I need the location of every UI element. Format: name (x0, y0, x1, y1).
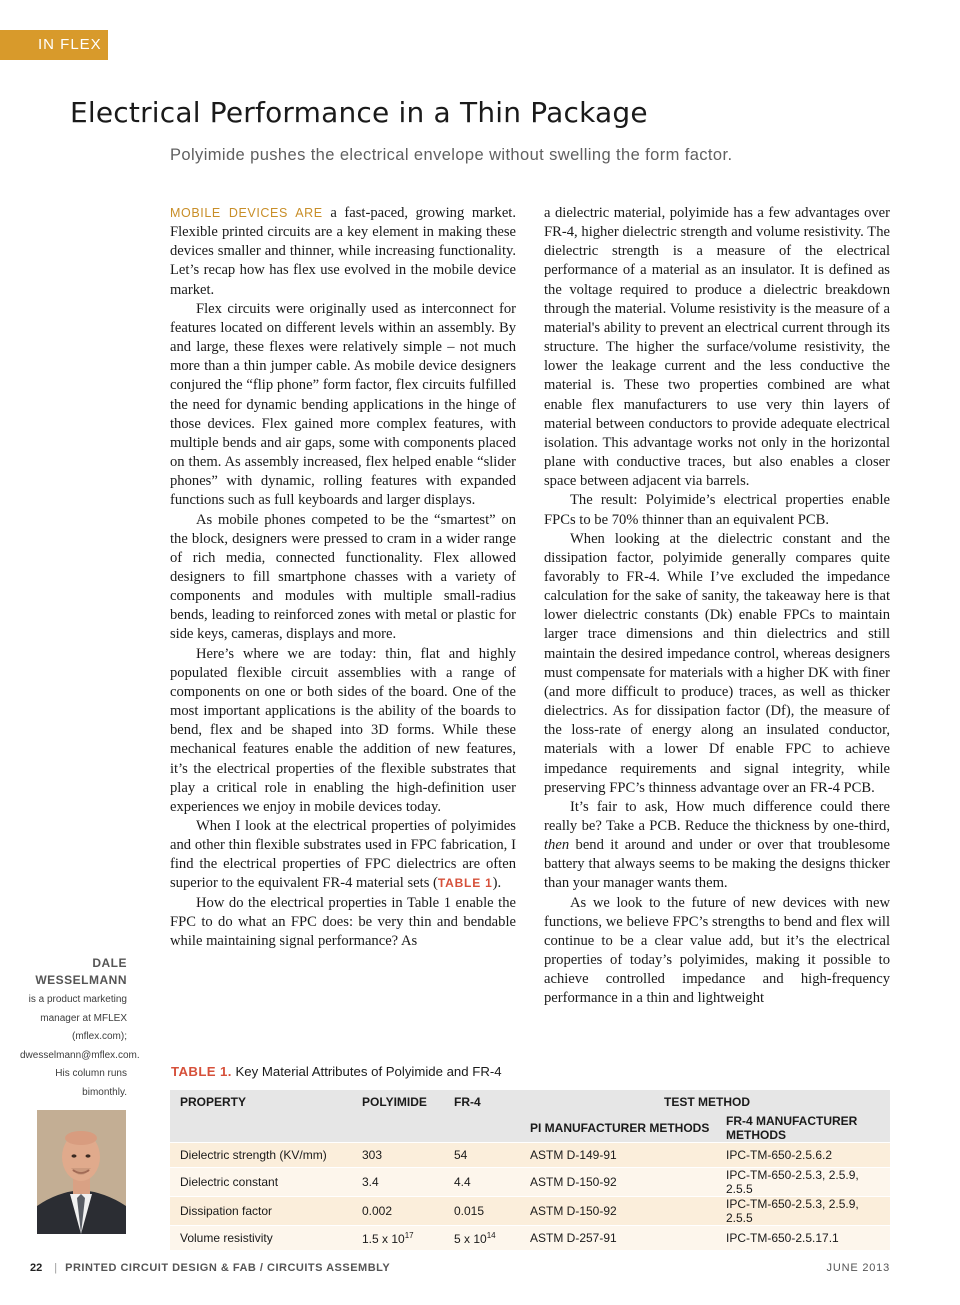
table-row (170, 1143, 890, 1168)
body-paragraph (170, 204, 516, 300)
table-caption: Key Material Attributes of Polyimide and FR-4 (231, 1064, 502, 1079)
body-paragraph: When looking at the dielectric constant and the dissipation factor, polyimide generally compares quite favorably to FR-4. While I’ve excluded the impedance calculation for the sake of sanity, the takeaway here is that lower dielectric constants (Dk) enable FPCs to maintain larger trace dimensions and thin dielectrics and still maintain the desired impedance control, whereas designers must compensate for materials with a higher DK with finer (and more difficult to produce) traces, as well as thicker dielectrics. As for dissipation factor (Df), the measure of the loss-rate of energy along an insulated conductor, materials with a lower Df enable FPC to achieve impedance requirements and signal integrity, while preserving FPC’s thinness advantage over an FR-4 PCB. (544, 530, 890, 796)
table-header-row (170, 1090, 890, 1114)
body-column-2 (544, 204, 890, 1009)
column-header-polyimide: POLYIMIDE (352, 1090, 444, 1114)
cell-pi-method: ASTM D-150-92 (520, 1168, 716, 1197)
body-paragraph: As we look to the future of new devices with new functions, we believe FPC’s strengths to bend and flex will continue to be a clear value add, but it’s the electrical properties of today’s polyimides, making it possible to achieve controlled impedance and high-frequency performance in a thin and lightweight (544, 894, 890, 1007)
cell-polyimide: 0.002 (352, 1197, 444, 1226)
column-header-test-method: TEST METHOD (520, 1090, 890, 1114)
author-sidebar (20, 955, 140, 1102)
author-last-name: WESSELMANN (35, 973, 127, 987)
paragraph-text: ). (492, 875, 502, 892)
author-name (20, 955, 127, 989)
value-base: 5 x 10 (454, 1231, 487, 1246)
body-paragraph: As mobile phones competed to be the “smartest” on the block, designers were pressed to cram in a wider range of rich media, connected functionality. Flex allowed designers to fill smartphone chasses with a variety of components and modules with multiple small-radius bends, leading to reinforced zones with metal or plastic for side keys, cameras, displays and more. (170, 511, 516, 643)
publication-name: PRINTED CIRCUIT DESIGN & FAB / CIRCUITS ASSEMBLY (65, 1262, 391, 1274)
value-exponent: 17 (404, 1230, 414, 1240)
table-row (170, 1197, 890, 1226)
cell-property: Volume resistivity (170, 1226, 352, 1251)
material-attributes-table (170, 1090, 890, 1250)
value-exponent: 14 (486, 1230, 496, 1240)
lead-kicker: MOBILE DEVICES ARE (170, 206, 323, 220)
cell-polyimide: 3.4 (352, 1168, 444, 1197)
page-footer (30, 1262, 890, 1274)
subheader-empty (352, 1114, 444, 1143)
cell-fr4-method: IPC-TM-650-2.5.17.1 (716, 1226, 890, 1251)
issue-date: JUNE 2013 (826, 1262, 890, 1274)
body-paragraph: Flex circuits were originally used as interconnect for features located on different levels within an assembly. By and large, these flexes were relatively simple – not much more than a thin jumper cable. As mobile device designers conjured the “flip phone” form factor, flex circuits fulfilled the need for dynamic bending applications in the hinge of those devices. Flex gained more complex features, with multiple bends and air gaps, some with components placed on them. As assembly increased, flex helped enable “slider phones” with dynamic, rolling features with expanded functions such as full keyboards and larger displays. (170, 300, 516, 509)
column-header-pi-methods: PI MANUFACTURER METHODS (520, 1114, 716, 1143)
table-reference: TABLE 1 (437, 876, 493, 891)
cell-property: Dielectric constant (170, 1168, 352, 1197)
cell-fr4-method: IPC-TM-650-2.5.6.2 (716, 1143, 890, 1168)
author-bio: is a product marketing manager at MFLEX (mflex.com); dwesselmann@mflex.com. His column runs bimonthly. (20, 994, 140, 1098)
paragraph-text: It’s fair to ask, How much difference could there really be? Take a PCB. Reduce the thickness by one-third, (544, 798, 890, 834)
article-deck: Polyimide pushes the electrical envelope without swelling the form factor. (170, 146, 733, 164)
cell-property: Dissipation factor (170, 1197, 352, 1226)
column-header-fr4: FR-4 (444, 1090, 520, 1114)
section-tag: IN FLEX (0, 30, 108, 60)
paragraph-text: a fast-paced, growing market. Flexible printed circuits are a key element in making these devices smaller and thinner, while increasing functionality. Let’s recap how has flex use evolved in the mobile device market. (170, 205, 516, 298)
body-paragraph: The result: Polyimide’s electrical properties enable FPCs to be 70% thinner than an equivalent PCB. (544, 492, 890, 528)
cell-polyimide: 303 (352, 1143, 444, 1168)
body-paragraph: How do the electrical properties in Table 1 enable the FPC to do what an FPC does: be very thin and bendable while maintaining signal performance? As (170, 894, 516, 949)
body-paragraph: Here’s where we are today: thin, flat and highly populated flexible circuit assemblies with a range of components on one or both sides of the board. One of the most important applications is the ability of the boards to bend, flex and be shaped into 3D forms. While these mechanical features enable the addition of new features, it’s the electrical properties of the flexible substrates that play a critical role in enabling the high-definition user experiences we enjoy in mobile devices today. (170, 645, 516, 815)
author-first-name: DALE (92, 956, 127, 970)
table-row (170, 1226, 890, 1251)
paragraph-text: bend it around and under or over that troublesome battery that always seems to be making the designs thicker than your manager wants them. (544, 837, 890, 892)
table-title (171, 1064, 502, 1079)
article-headline: Electrical Performance in a Thin Package (70, 96, 648, 129)
table-subheader-row (170, 1114, 890, 1143)
column-header-property: PROPERTY (170, 1090, 352, 1114)
paragraph-text: When I look at the electrical properties of polyimides and other thin flexible substrates used in FPC fabrication, I find the electrical properties of FPC dielectrics are often superior to the equivalent FR-4 material sets ( (170, 818, 516, 892)
cell-fr4-method: IPC-TM-650-2.5.3, 2.5.9, 2.5.5 (716, 1168, 890, 1197)
cell-fr4: 4.4 (444, 1168, 520, 1197)
subheader-empty (170, 1114, 352, 1143)
cell-fr4 (444, 1226, 520, 1251)
author-photo (37, 1110, 126, 1234)
cell-pi-method: ASTM D-149-91 (520, 1143, 716, 1168)
footer-separator: | (54, 1262, 58, 1274)
cell-fr4: 0.015 (444, 1197, 520, 1226)
cell-polyimide (352, 1226, 444, 1251)
body-paragraph (170, 817, 516, 894)
body-column-1 (170, 204, 516, 951)
subheader-empty (444, 1114, 520, 1143)
cell-property: Dielectric strength (KV/mm) (170, 1143, 352, 1168)
cell-pi-method: ASTM D-257-91 (520, 1226, 716, 1251)
body-paragraph (544, 798, 890, 894)
column-header-fr4-methods: FR-4 MANUFACTURER METHODS (716, 1114, 890, 1143)
table-label: TABLE 1. (171, 1064, 232, 1079)
table-row (170, 1168, 890, 1197)
cell-fr4-method: IPC-TM-650-2.5.3, 2.5.9, 2.5.5 (716, 1197, 890, 1226)
page-number: 22 (30, 1262, 43, 1274)
cell-pi-method: ASTM D-150-92 (520, 1197, 716, 1226)
cell-fr4: 54 (444, 1143, 520, 1168)
value-base: 1.5 x 10 (362, 1231, 405, 1246)
emphasis-text: then (544, 837, 570, 854)
body-paragraph: a dielectric material, polyimide has a few advantages over FR-4, higher dielectric strength and volume resistivity. The dielectric strength is a measure of the electrical performance of a material as an insulator. It is defined as the voltage required to produce a dielectric breakdown through the material. Volume resistivity is the measure of a material's ability to prevent an electrical current through its structure. The higher the surface/volume resistivity, the lower the leakage current and the less conductive the material is. These two properties combined are what enable flex manufacturers to use very thin layers of material between conductors to provide adequate electrical isolation. This advantage works not only in the horizontal plane with conductive traces, but also enables a closer space between adjacent via barrels. (544, 205, 890, 490)
